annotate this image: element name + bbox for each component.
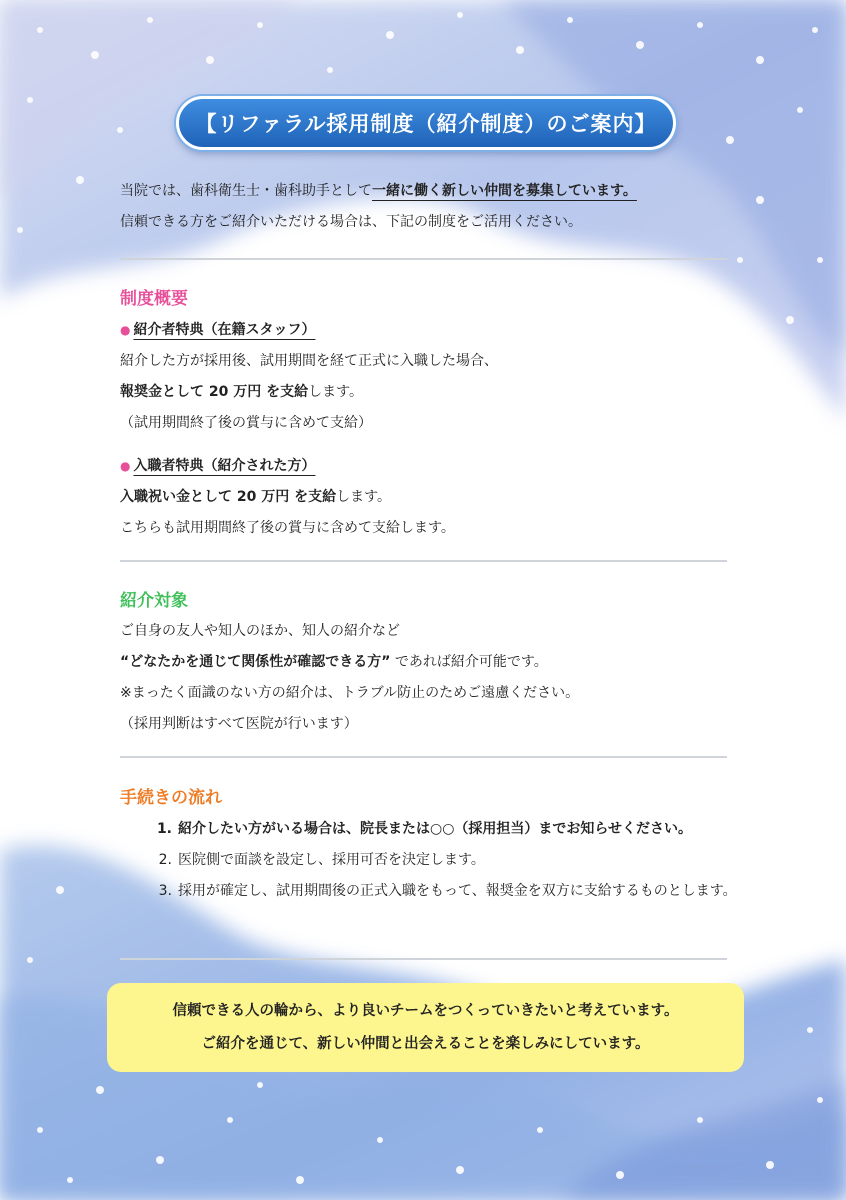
divider: [120, 958, 727, 960]
target-text: [120, 616, 579, 740]
referrer-line-1: 紹介した方が採用後、試用期間を経て正式に入職した場合、: [120, 353, 498, 369]
closing-line-2: ご紹介を通じて、新しい仲間と出会えることを楽しみにしています。: [201, 1035, 650, 1052]
divider: [120, 258, 727, 260]
process-step: 3. 採用が確定し、試用期間後の正式入職をもって、報奨金を双方に支給するものとします。: [158, 883, 737, 899]
bullet-icon: ●: [120, 323, 131, 337]
newcomer-line-2: こちらも試用期間終了後の賞与に含めて支給します。: [120, 520, 455, 536]
page-title: 【リファラル採用制度（紹介制度）のご案内】: [176, 96, 676, 150]
process-step: 1. 紹介したい方がいる場合は、院長または○○（採用担当）までお知らせください。: [156, 821, 693, 837]
referrer-benefit-title: 紹介者特典（在籍スタッフ）: [133, 322, 316, 338]
referrer-line-2: 報奨金として 20 万円 を支給します。: [120, 384, 363, 400]
section-heading-process: 手続きの流れ: [120, 788, 222, 808]
section-heading-overview: 制度概要: [120, 289, 188, 309]
target-line-2: “どなたかを通じて関係性が確認できる方” であれば紹介可能です。: [120, 654, 548, 670]
newcomer-line-1: 入職祝い金として 20 万円 を支給します。: [120, 489, 391, 505]
closing-message-box: [107, 983, 744, 1072]
bullet-icon: ●: [120, 459, 131, 473]
target-line-1: ご自身の友人や知人のほか、知人の紹介など: [120, 623, 400, 639]
process-step: 2. 医院側で面談を設定し、採用可否を決定します。: [158, 852, 485, 868]
closing-line-1: 信頼できる人の輪から、より良いチームをつくっていきたいと考えています。: [172, 1002, 679, 1019]
divider: [120, 756, 727, 758]
divider: [120, 560, 727, 562]
process-steps: [120, 814, 740, 907]
section-heading-target: 紹介対象: [120, 591, 188, 611]
newcomer-benefit-title: 入職者特典（紹介された方）: [133, 458, 316, 474]
target-line-4: （採用判断はすべて医院が行います）: [120, 716, 358, 732]
referrer-benefit: [120, 315, 498, 439]
referrer-line-3: （試用期間終了後の賞与に含めて支給）: [120, 415, 372, 431]
intro-line-1: 当院では、歯科衛生士・歯科助手として一緒に働く新しい仲間を募集しています。: [120, 183, 637, 199]
intro-line-2: 信頼できる方をご紹介いただける場合は、下記の制度をご活用ください。: [120, 214, 582, 230]
intro-text: [120, 176, 637, 238]
newcomer-benefit: [120, 451, 455, 544]
target-line-3: ※まったく面識のない方の紹介は、トラブル防止のためご遠慮ください。: [120, 685, 580, 701]
intro-highlight: 一緒に働く新しい仲間を募集しています。: [372, 183, 637, 199]
